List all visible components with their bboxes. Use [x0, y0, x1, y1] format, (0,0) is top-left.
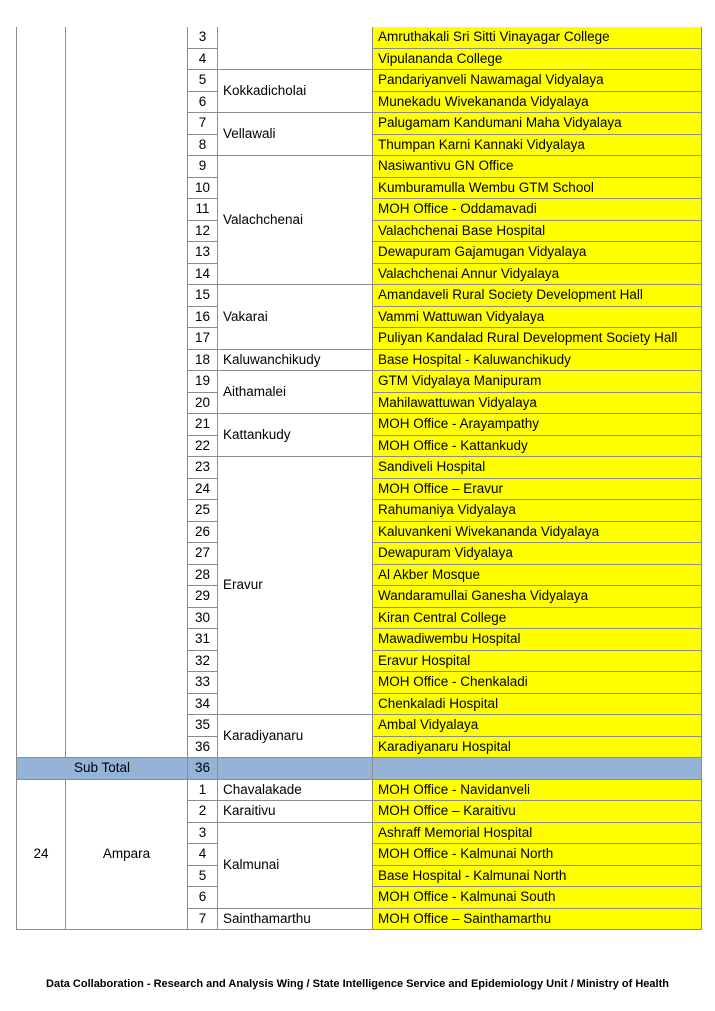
row-number: 31 — [188, 629, 218, 651]
centre-name: Valachchenai Base Hospital — [373, 220, 702, 242]
row-number: 34 — [188, 693, 218, 715]
subtotal-label: Sub Total — [17, 758, 188, 780]
row-number: 23 — [188, 457, 218, 479]
moh-area-cell: Kalmunai — [218, 822, 373, 908]
centre-name: Valachchenai Annur Vidyalaya — [373, 263, 702, 285]
row-number: 2 — [188, 801, 218, 823]
centre-name: Ambal Vidyalaya — [373, 715, 702, 737]
row-number: 7 — [188, 908, 218, 930]
row-number: 35 — [188, 715, 218, 737]
row-number: 26 — [188, 521, 218, 543]
subtotal-row — [17, 758, 702, 780]
moh-area-cell: Chavalakade — [218, 779, 373, 801]
centre-name: Kaluvankeni Wivekananda Vidyalaya — [373, 521, 702, 543]
row-number: 8 — [188, 134, 218, 156]
centre-name: Chenkaladi Hospital — [373, 693, 702, 715]
centre-name: Karadiyanaru Hospital — [373, 736, 702, 758]
district-number-cell — [17, 27, 66, 758]
row-number: 20 — [188, 392, 218, 414]
centre-name: Kiran Central College — [373, 607, 702, 629]
centre-name: MOH Office – Eravur — [373, 478, 702, 500]
centre-name: MOH Office - Kalmunai South — [373, 887, 702, 909]
centre-name: MOH Office - Oddamavadi — [373, 199, 702, 221]
centre-name: Kumburamulla Wembu GTM School — [373, 177, 702, 199]
centre-name: Sandiveli Hospital — [373, 457, 702, 479]
row-number: 16 — [188, 306, 218, 328]
row-number: 14 — [188, 263, 218, 285]
moh-area-cell: Eravur — [218, 457, 373, 715]
moh-area-cell: Sainthamarthu — [218, 908, 373, 930]
row-number: 9 — [188, 156, 218, 178]
row-number: 1 — [188, 779, 218, 801]
page-footer: Data Collaboration - Research and Analysis Wing / State Intelligence Service and Epidemiology Unit / Ministry of Health — [46, 978, 669, 990]
centre-name: Dewapuram Vidyalaya — [373, 543, 702, 565]
centre-name: Munekadu Wivekananda Vidyalaya — [373, 91, 702, 113]
centre-name: MOH Office - Kattankudy — [373, 435, 702, 457]
row-number: 27 — [188, 543, 218, 565]
centre-name: Base Hospital - Kaluwanchikudy — [373, 349, 702, 371]
centre-name: MOH Office - Navidanveli — [373, 779, 702, 801]
centre-name: Al Akber Mosque — [373, 564, 702, 586]
table-row — [17, 779, 702, 801]
centre-name: MOH Office – Karaitivu — [373, 801, 702, 823]
row-number: 30 — [188, 607, 218, 629]
row-number: 5 — [188, 70, 218, 92]
centre-name: Nasiwantivu GN Office — [373, 156, 702, 178]
centre-name: Thumpan Karni Kannaki Vidyalaya — [373, 134, 702, 156]
row-number: 3 — [188, 27, 218, 48]
row-number: 5 — [188, 865, 218, 887]
centre-name: Wandaramullai Ganesha Vidyalaya — [373, 586, 702, 608]
row-number: 22 — [188, 435, 218, 457]
centre-name: MOH Office - Arayampathy — [373, 414, 702, 436]
district-name-cell: Ampara — [66, 779, 188, 930]
centre-name: Rahumaniya Vidyalaya — [373, 500, 702, 522]
row-number: 13 — [188, 242, 218, 264]
row-number: 28 — [188, 564, 218, 586]
centre-name: Vipulananda College — [373, 48, 702, 70]
district-name-cell — [66, 27, 188, 758]
row-number: 24 — [188, 478, 218, 500]
row-number: 32 — [188, 650, 218, 672]
centre-name: Palugamam Kandumani Maha Vidyalaya — [373, 113, 702, 135]
row-number: 18 — [188, 349, 218, 371]
row-number: 10 — [188, 177, 218, 199]
subtotal-empty-cell — [218, 758, 373, 780]
centre-name: Base Hospital - Kalmunai North — [373, 865, 702, 887]
row-number: 25 — [188, 500, 218, 522]
subtotal-value: 36 — [188, 758, 218, 780]
centre-name: MOH Office - Kalmunai North — [373, 844, 702, 866]
row-number: 4 — [188, 844, 218, 866]
row-number: 7 — [188, 113, 218, 135]
vaccination-centres-table — [16, 27, 702, 930]
row-number: 15 — [188, 285, 218, 307]
centre-name: Ashraff Memorial Hospital — [373, 822, 702, 844]
centre-name: Dewapuram Gajamugan Vidyalaya — [373, 242, 702, 264]
subtotal-empty-cell — [373, 758, 702, 780]
row-number: 6 — [188, 91, 218, 113]
centre-name: Pandariyanveli Nawamagal Vidyalaya — [373, 70, 702, 92]
row-number: 3 — [188, 822, 218, 844]
centre-name: Vammi Wattuwan Vidyalaya — [373, 306, 702, 328]
row-number: 29 — [188, 586, 218, 608]
moh-area-cell: Kaluwanchikudy — [218, 349, 373, 371]
centre-name: Eravur Hospital — [373, 650, 702, 672]
moh-area-cell: Aithamalei — [218, 371, 373, 414]
centre-name: GTM Vidyalaya Manipuram — [373, 371, 702, 393]
row-number: 6 — [188, 887, 218, 909]
centre-name: Mahilawattuwan Vidyalaya — [373, 392, 702, 414]
moh-area-cell: Karadiyanaru — [218, 715, 373, 758]
moh-area-cell: Vellawali — [218, 113, 373, 156]
row-number: 17 — [188, 328, 218, 350]
row-number: 19 — [188, 371, 218, 393]
centre-name: Mawadiwembu Hospital — [373, 629, 702, 651]
row-number: 36 — [188, 736, 218, 758]
moh-area-cell — [218, 27, 373, 70]
centre-name: MOH Office – Sainthamarthu — [373, 908, 702, 930]
row-number: 11 — [188, 199, 218, 221]
table-row — [17, 27, 702, 48]
row-number: 4 — [188, 48, 218, 70]
moh-area-cell: Karaitivu — [218, 801, 373, 823]
district-number-cell: 24 — [17, 779, 66, 930]
moh-area-cell: Kattankudy — [218, 414, 373, 457]
centre-name: Amruthakali Sri Sitti Vinayagar College — [373, 27, 702, 48]
centre-name: Amandaveli Rural Society Development Hall — [373, 285, 702, 307]
moh-area-cell: Kokkadicholai — [218, 70, 373, 113]
moh-area-cell: Vakarai — [218, 285, 373, 350]
moh-area-cell: Valachchenai — [218, 156, 373, 285]
centre-name: MOH Office - Chenkaladi — [373, 672, 702, 694]
centre-name: Puliyan Kandalad Rural Development Society Hall — [373, 328, 702, 350]
row-number: 33 — [188, 672, 218, 694]
row-number: 12 — [188, 220, 218, 242]
row-number: 21 — [188, 414, 218, 436]
